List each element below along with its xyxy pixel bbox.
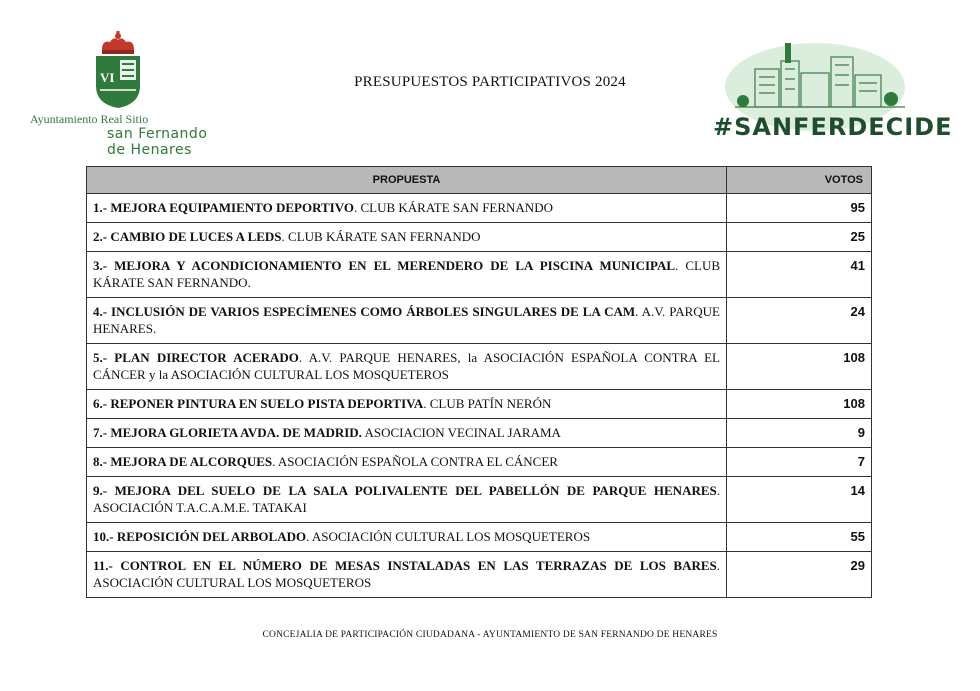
proposal-proponent: . CLUB KÁRATE SAN FERNANDO [353, 200, 553, 215]
page-footer: CONCEJALIA DE PARTICIPACIÓN CIUDADANA - AYUNTAMIENTO DE SAN FERNANDO DE HENARES [262, 630, 718, 640]
proposal-title: 7.- MEJORA GLORIETA AVDA. DE MADRID. [93, 425, 362, 440]
proposal-proponent: . ASOCIACIÓN T.A.C.A.M.E. TATAKAI [93, 483, 720, 515]
table-row [87, 552, 872, 598]
votes-cell: 24 [727, 298, 872, 344]
table-row [87, 298, 872, 344]
proposal-proponent: . ASOCIACIÓN ESPAÑOLA CONTRA EL CÁNCER [272, 454, 558, 469]
table-row [87, 419, 872, 448]
proposal-proponent: . ASOCIACIÓN CULTURAL LOS MOSQUETEROS [306, 529, 591, 544]
proposal-cell [87, 523, 727, 552]
votes-cell: 29 [727, 552, 872, 598]
votes-cell: 9 [727, 419, 872, 448]
proposal-cell [87, 552, 727, 598]
proposal-proponent: . CLUB KÁRATE SAN FERNANDO [281, 229, 481, 244]
ayuntamiento-logo [30, 30, 208, 158]
votes-cell: 108 [727, 390, 872, 419]
proposal-cell [87, 223, 727, 252]
proposal-title: 1.- MEJORA EQUIPAMIENTO DEPORTIVO [93, 200, 354, 215]
table-row [87, 252, 872, 298]
votes-cell: 95 [727, 194, 872, 223]
proposal-title: 2.- CAMBIO DE LUCES A LEDS [93, 229, 282, 244]
proposal-title: 9.- MEJORA DEL SUELO DE LA SALA POLIVALENTE DEL PABELLÓN DE PARQUE HENARES [93, 483, 717, 498]
table-row [87, 390, 872, 419]
proposal-proponent: . CLUB KÁRATE SAN FERNANDO. [93, 258, 720, 290]
votes-cell: 108 [727, 344, 872, 390]
column-header-votos: VOTOS [727, 167, 872, 194]
votes-cell: 41 [727, 252, 872, 298]
votes-table [86, 166, 872, 598]
hashtag-text: #SANFERDECIDE [713, 113, 953, 141]
votes-cell: 25 [727, 223, 872, 252]
svg-text:VI: VI [100, 70, 115, 85]
logo-line-3: de Henares [107, 142, 192, 158]
page-title: PRESUPUESTOS PARTICIPATIVOS 2024 [354, 74, 626, 90]
crest-icon [88, 30, 148, 110]
proposal-cell [87, 419, 727, 448]
votes-cell: 14 [727, 477, 872, 523]
votes-cell: 7 [727, 448, 872, 477]
proposal-cell [87, 194, 727, 223]
proposal-title: 5.- PLAN DIRECTOR ACERADO [93, 350, 299, 365]
table-row [87, 194, 872, 223]
table-row [87, 448, 872, 477]
proposal-cell [87, 390, 727, 419]
sanferdecide-logo [695, 35, 953, 150]
proposal-title: 8.- MEJORA DE ALCORQUES [93, 454, 273, 469]
logo-line-1: Ayuntamiento Real Sitio [30, 112, 149, 126]
proposal-cell [87, 477, 727, 523]
proposal-proponent: . CLUB PATÍN NERÓN [423, 396, 552, 411]
proposal-cell [87, 344, 727, 390]
table-row [87, 223, 872, 252]
proposal-proponent: ASOCIACION VECINAL JARAMA [361, 425, 561, 440]
table-header-row [87, 167, 872, 194]
proposal-cell [87, 252, 727, 298]
proposal-cell [87, 298, 727, 344]
proposal-title: 6.- REPONER PINTURA EN SUELO PISTA DEPORTIVA [93, 396, 424, 411]
proposal-title: 4.- INCLUSIÓN DE VARIOS ESPECÍMENES COMO ÁRBOLES SINGULARES DE LA CAM [93, 304, 636, 319]
proposal-title: 10.- REPOSICIÓN DEL ARBOLADO [93, 529, 307, 544]
proposal-proponent: . A.V. PARQUE HENARES, la ASOCIACIÓN ESPAÑOLA CONTRA EL CÁNCER y la ASOCIACIÓN CULTURAL LOS MOSQUETEROS [93, 350, 720, 382]
votes-cell: 55 [727, 523, 872, 552]
column-header-propuesta: PROPUESTA [87, 167, 727, 194]
logo-line-2: san Fernando [107, 126, 208, 142]
proposal-cell [87, 448, 727, 477]
table-row [87, 344, 872, 390]
proposal-proponent: . A.V. PARQUE HENARES. [93, 304, 721, 336]
proposal-title: 3.- MEJORA Y ACONDICIONAMIENTO EN EL MERENDERO DE LA PISCINA MUNICIPAL [93, 258, 676, 273]
proposal-proponent: . ASOCIACIÓN CULTURAL LOS MOSQUETEROS [93, 558, 720, 590]
table-row [87, 477, 872, 523]
table-row [87, 523, 872, 552]
proposal-title: 11.- CONTROL EN EL NÚMERO DE MESAS INSTALADAS EN LAS TERRAZAS DE LOS BARES [93, 558, 717, 573]
